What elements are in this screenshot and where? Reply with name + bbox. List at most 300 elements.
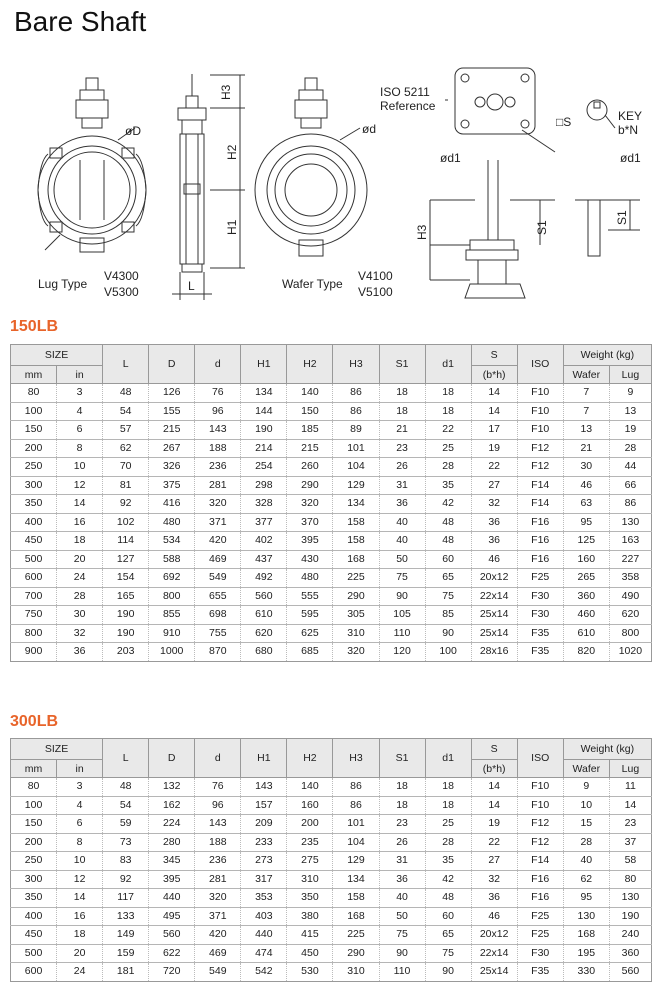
table-cell: 30 bbox=[57, 606, 103, 625]
table-cell: 42 bbox=[425, 870, 471, 889]
table-cell: 14 bbox=[57, 495, 103, 514]
table-cell: 622 bbox=[149, 944, 195, 963]
table-cell: 37 bbox=[609, 833, 651, 852]
table-cell: 12 bbox=[57, 476, 103, 495]
lug-type-label: Lug Type bbox=[38, 277, 88, 291]
col-H3: H3 bbox=[333, 345, 379, 384]
table-cell: 588 bbox=[149, 550, 195, 569]
wafer-model-2: V5100 bbox=[358, 285, 393, 299]
table-cell: 290 bbox=[333, 587, 379, 606]
table-cell: 692 bbox=[149, 569, 195, 588]
table-cell: 1000 bbox=[149, 643, 195, 662]
table-cell: 40 bbox=[379, 889, 425, 908]
table-cell: 290 bbox=[333, 944, 379, 963]
table-cell: 13 bbox=[563, 421, 609, 440]
table-cell: 549 bbox=[195, 569, 241, 588]
table-cell: 8 bbox=[57, 833, 103, 852]
table-cell: F35 bbox=[517, 624, 563, 643]
table-cell: 610 bbox=[563, 624, 609, 643]
table-cell: 18 bbox=[379, 796, 425, 815]
wafer-type-front-view bbox=[255, 78, 367, 256]
table-cell: 22 bbox=[471, 458, 517, 477]
key-label: KEY bbox=[618, 109, 643, 123]
table-row bbox=[11, 384, 652, 403]
table-cell: 134 bbox=[333, 495, 379, 514]
table-cell: 28 bbox=[609, 439, 651, 458]
table-cell: 25x14 bbox=[471, 606, 517, 625]
col-lug: Lug bbox=[609, 366, 651, 384]
table-cell: 65 bbox=[425, 569, 471, 588]
table-cell: 75 bbox=[379, 926, 425, 945]
table-cell: 40 bbox=[563, 852, 609, 871]
table-cell: 160 bbox=[563, 550, 609, 569]
table-cell: 416 bbox=[149, 495, 195, 514]
table-cell: 154 bbox=[103, 569, 149, 588]
table-cell: 48 bbox=[425, 532, 471, 551]
spec-table-150lb bbox=[10, 344, 652, 662]
table-cell: 130 bbox=[609, 513, 651, 532]
table-cell: 62 bbox=[563, 870, 609, 889]
table-cell: 560 bbox=[241, 587, 287, 606]
table-cell: 110 bbox=[379, 624, 425, 643]
table-cell: 14 bbox=[471, 796, 517, 815]
table-cell: 58 bbox=[609, 852, 651, 871]
table-cell: 4 bbox=[57, 796, 103, 815]
table-row bbox=[11, 495, 652, 514]
table-cell: 281 bbox=[195, 476, 241, 495]
table-row bbox=[11, 402, 652, 421]
table-cell: 300 bbox=[11, 870, 57, 889]
table-cell: 133 bbox=[103, 907, 149, 926]
table-cell: 27 bbox=[471, 852, 517, 871]
table-cell: F12 bbox=[517, 815, 563, 834]
table-cell: 127 bbox=[103, 550, 149, 569]
table-cell: 610 bbox=[241, 606, 287, 625]
table-cell: 163 bbox=[609, 532, 651, 551]
table-cell: 330 bbox=[563, 963, 609, 982]
table-cell: 375 bbox=[149, 476, 195, 495]
table-cell: F35 bbox=[517, 963, 563, 982]
table-cell: 105 bbox=[379, 606, 425, 625]
table-cell: 25 bbox=[425, 439, 471, 458]
wafer-model-1: V4100 bbox=[358, 269, 393, 283]
table-cell: 168 bbox=[333, 550, 379, 569]
table-cell: 16 bbox=[57, 907, 103, 926]
table-cell: F30 bbox=[517, 944, 563, 963]
table-cell: 144 bbox=[241, 402, 287, 421]
table-cell: 28x16 bbox=[471, 643, 517, 662]
table-cell: F16 bbox=[517, 870, 563, 889]
table-cell: 600 bbox=[11, 569, 57, 588]
table-cell: 250 bbox=[11, 852, 57, 871]
table-cell: 474 bbox=[241, 944, 287, 963]
col-d: d bbox=[195, 345, 241, 384]
table-row bbox=[11, 532, 652, 551]
table-row bbox=[11, 569, 652, 588]
table-cell: 320 bbox=[287, 495, 333, 514]
table-cell: 440 bbox=[149, 889, 195, 908]
table-cell: 165 bbox=[103, 587, 149, 606]
table-cell: 31 bbox=[379, 852, 425, 871]
table-cell: 181 bbox=[103, 963, 149, 982]
table-cell: 42 bbox=[425, 495, 471, 514]
table-cell: 400 bbox=[11, 513, 57, 532]
table-cell: 18 bbox=[57, 926, 103, 945]
col-in: in bbox=[57, 366, 103, 384]
table-cell: 28 bbox=[57, 587, 103, 606]
table-cell: 7 bbox=[563, 384, 609, 403]
table-cell: 157 bbox=[241, 796, 287, 815]
table-cell: 24 bbox=[57, 963, 103, 982]
col-d1: d1 bbox=[425, 345, 471, 384]
table-cell: 102 bbox=[103, 513, 149, 532]
table-cell: 85 bbox=[425, 606, 471, 625]
table-cell: 90 bbox=[379, 587, 425, 606]
table-cell: F10 bbox=[517, 796, 563, 815]
table-cell: 236 bbox=[195, 852, 241, 871]
table-cell: 215 bbox=[149, 421, 195, 440]
table-cell: 120 bbox=[379, 643, 425, 662]
table-cell: 22x14 bbox=[471, 587, 517, 606]
table-cell: 800 bbox=[11, 624, 57, 643]
table-cell: 490 bbox=[609, 587, 651, 606]
dim-H3-lower: H3 bbox=[415, 224, 429, 240]
table-cell: 265 bbox=[563, 569, 609, 588]
table-cell: 317 bbox=[241, 870, 287, 889]
table-cell: 6 bbox=[57, 815, 103, 834]
dim-d1-left: ød1 bbox=[440, 151, 461, 165]
table-cell: 92 bbox=[103, 870, 149, 889]
table-cell: 377 bbox=[241, 513, 287, 532]
table-cell: 25x14 bbox=[471, 963, 517, 982]
table-cell: 1020 bbox=[609, 643, 651, 662]
table-cell: 233 bbox=[241, 833, 287, 852]
table-cell: 90 bbox=[425, 624, 471, 643]
table-cell: 345 bbox=[149, 852, 195, 871]
dim-phiD: øD bbox=[125, 124, 141, 138]
table-cell: 125 bbox=[563, 532, 609, 551]
table-cell: 46 bbox=[563, 476, 609, 495]
col-mm: mm bbox=[11, 760, 57, 778]
table-cell: 25 bbox=[425, 815, 471, 834]
page-title: Bare Shaft bbox=[14, 6, 147, 37]
table-cell: 236 bbox=[195, 458, 241, 477]
table-cell: 18 bbox=[425, 796, 471, 815]
table-cell: 101 bbox=[333, 815, 379, 834]
table-cell: 149 bbox=[103, 926, 149, 945]
table-row bbox=[11, 889, 652, 908]
table-cell: 225 bbox=[333, 569, 379, 588]
table-cell: 36 bbox=[471, 513, 517, 532]
table-cell: 24 bbox=[57, 569, 103, 588]
table-cell: F14 bbox=[517, 476, 563, 495]
valve-technical-drawing bbox=[0, 40, 659, 310]
table-cell: 300 bbox=[11, 476, 57, 495]
table-cell: 80 bbox=[11, 778, 57, 797]
valve-side-view bbox=[172, 74, 245, 300]
table-cell: 16 bbox=[57, 513, 103, 532]
table-cell: 625 bbox=[287, 624, 333, 643]
table-cell: 20 bbox=[57, 944, 103, 963]
col-wafer: Wafer bbox=[563, 366, 609, 384]
table-cell: 326 bbox=[149, 458, 195, 477]
table-row bbox=[11, 421, 652, 440]
col-S1: S1 bbox=[379, 739, 425, 778]
iso-ref-line-2: Reference bbox=[380, 99, 436, 113]
table-cell: 89 bbox=[333, 421, 379, 440]
table-cell: 595 bbox=[287, 606, 333, 625]
table-cell: 320 bbox=[333, 643, 379, 662]
table-cell: 698 bbox=[195, 606, 241, 625]
table-cell: 92 bbox=[103, 495, 149, 514]
table-cell: 855 bbox=[149, 606, 195, 625]
table-cell: 353 bbox=[241, 889, 287, 908]
table-cell: 143 bbox=[195, 815, 241, 834]
table-cell: 100 bbox=[11, 402, 57, 421]
table-cell: 140 bbox=[287, 384, 333, 403]
table-cell: 9 bbox=[609, 384, 651, 403]
table-cell: F16 bbox=[517, 889, 563, 908]
table-cell: 140 bbox=[287, 778, 333, 797]
table-cell: 402 bbox=[241, 532, 287, 551]
table-cell: 25x14 bbox=[471, 624, 517, 643]
dim-H3: H3 bbox=[219, 84, 233, 100]
table-cell: 20x12 bbox=[471, 926, 517, 945]
table-cell: F25 bbox=[517, 569, 563, 588]
col-H1: H1 bbox=[241, 345, 287, 384]
table-cell: F16 bbox=[517, 532, 563, 551]
table-cell: 36 bbox=[379, 495, 425, 514]
table-cell: 95 bbox=[563, 513, 609, 532]
table-cell: 380 bbox=[287, 907, 333, 926]
table-cell: F10 bbox=[517, 402, 563, 421]
col-ISO: ISO bbox=[517, 739, 563, 778]
table-cell: 66 bbox=[609, 476, 651, 495]
table-cell: 36 bbox=[57, 643, 103, 662]
table-cell: 200 bbox=[11, 833, 57, 852]
table-cell: 90 bbox=[425, 963, 471, 982]
wafer-type-label: Wafer Type bbox=[282, 277, 343, 291]
table-cell: 10 bbox=[563, 796, 609, 815]
spec-table-300lb bbox=[10, 738, 652, 982]
table-row bbox=[11, 624, 652, 643]
table-cell: 185 bbox=[287, 421, 333, 440]
table-cell: 350 bbox=[287, 889, 333, 908]
table-cell: 134 bbox=[241, 384, 287, 403]
table-cell: 450 bbox=[11, 532, 57, 551]
table-cell: 28 bbox=[425, 458, 471, 477]
table-cell: 50 bbox=[379, 907, 425, 926]
table-cell: 225 bbox=[333, 926, 379, 945]
table-cell: F12 bbox=[517, 833, 563, 852]
weight-header: Weight (kg) bbox=[563, 345, 651, 366]
table-cell: 260 bbox=[287, 458, 333, 477]
table-cell: 48 bbox=[425, 889, 471, 908]
table-cell: 27 bbox=[471, 476, 517, 495]
table-cell: 870 bbox=[195, 643, 241, 662]
table-cell: 46 bbox=[471, 550, 517, 569]
table-cell: 70 bbox=[103, 458, 149, 477]
dim-L: L bbox=[188, 279, 195, 293]
table-cell: 101 bbox=[333, 439, 379, 458]
table-cell: 10 bbox=[57, 458, 103, 477]
table-cell: 14 bbox=[471, 402, 517, 421]
table-cell: 73 bbox=[103, 833, 149, 852]
table-cell: 680 bbox=[241, 643, 287, 662]
table-cell: 9 bbox=[563, 778, 609, 797]
table-cell: F25 bbox=[517, 926, 563, 945]
table-cell: 21 bbox=[563, 439, 609, 458]
table-cell: 44 bbox=[609, 458, 651, 477]
table-row bbox=[11, 852, 652, 871]
table-cell: 132 bbox=[149, 778, 195, 797]
table-cell: 23 bbox=[379, 815, 425, 834]
table-cell: 81 bbox=[103, 476, 149, 495]
table-cell: 54 bbox=[103, 796, 149, 815]
table-cell: 160 bbox=[287, 796, 333, 815]
table-cell: 143 bbox=[241, 778, 287, 797]
table-cell: 18 bbox=[379, 778, 425, 797]
table-cell: 15 bbox=[563, 815, 609, 834]
table-row bbox=[11, 926, 652, 945]
table-cell: 100 bbox=[11, 796, 57, 815]
table-cell: 86 bbox=[333, 384, 379, 403]
table-cell: 126 bbox=[149, 384, 195, 403]
table-cell: 542 bbox=[241, 963, 287, 982]
table-cell: 35 bbox=[425, 852, 471, 871]
table-cell: 30 bbox=[563, 458, 609, 477]
table-cell: 46 bbox=[471, 907, 517, 926]
table-cell: 155 bbox=[149, 402, 195, 421]
table-cell: 31 bbox=[379, 476, 425, 495]
table-cell: F10 bbox=[517, 778, 563, 797]
table-cell: 26 bbox=[379, 458, 425, 477]
table-cell: 420 bbox=[195, 926, 241, 945]
table-cell: 750 bbox=[11, 606, 57, 625]
table-cell: 17 bbox=[471, 421, 517, 440]
table-cell: 36 bbox=[471, 532, 517, 551]
col-H2: H2 bbox=[287, 345, 333, 384]
table-row bbox=[11, 587, 652, 606]
table-cell: 12 bbox=[57, 870, 103, 889]
table-cell: 203 bbox=[103, 643, 149, 662]
table-cell: 14 bbox=[471, 384, 517, 403]
table-cell: 440 bbox=[241, 926, 287, 945]
table-cell: 620 bbox=[241, 624, 287, 643]
table-cell: 90 bbox=[379, 944, 425, 963]
col-D: D bbox=[149, 345, 195, 384]
top-flange-view bbox=[445, 68, 615, 152]
dim-H1: H1 bbox=[225, 219, 239, 235]
table-cell: 21 bbox=[379, 421, 425, 440]
table-cell: 755 bbox=[195, 624, 241, 643]
table-cell: 310 bbox=[287, 870, 333, 889]
table-cell: 480 bbox=[149, 513, 195, 532]
table-cell: 80 bbox=[609, 870, 651, 889]
table-row bbox=[11, 550, 652, 569]
table-cell: 75 bbox=[425, 587, 471, 606]
weight-header: Weight (kg) bbox=[563, 739, 651, 760]
table-cell: 134 bbox=[333, 870, 379, 889]
table-cell: 150 bbox=[11, 815, 57, 834]
table-cell: 450 bbox=[287, 944, 333, 963]
col-in: in bbox=[57, 760, 103, 778]
table-cell: 96 bbox=[195, 796, 241, 815]
table-cell: 254 bbox=[241, 458, 287, 477]
col-S: S bbox=[471, 345, 517, 366]
table-cell: 86 bbox=[609, 495, 651, 514]
table-cell: 54 bbox=[103, 402, 149, 421]
table-cell: 13 bbox=[609, 402, 651, 421]
table-cell: 360 bbox=[609, 944, 651, 963]
table-cell: F30 bbox=[517, 606, 563, 625]
table-cell: 20x12 bbox=[471, 569, 517, 588]
table-row bbox=[11, 606, 652, 625]
table-row bbox=[11, 833, 652, 852]
table-cell: F25 bbox=[517, 907, 563, 926]
table-row bbox=[11, 963, 652, 982]
table-cell: 143 bbox=[195, 421, 241, 440]
table-cell: 280 bbox=[149, 833, 195, 852]
table-cell: F16 bbox=[517, 550, 563, 569]
table-cell: 18 bbox=[379, 402, 425, 421]
table-cell: F14 bbox=[517, 495, 563, 514]
table-row bbox=[11, 439, 652, 458]
table-cell: 19 bbox=[609, 421, 651, 440]
dim-phid: ød bbox=[362, 122, 377, 136]
table-cell: 22x14 bbox=[471, 944, 517, 963]
table-cell: 32 bbox=[57, 624, 103, 643]
table-cell: 14 bbox=[609, 796, 651, 815]
table-cell: 395 bbox=[149, 870, 195, 889]
table-cell: 437 bbox=[241, 550, 287, 569]
dim-S: □S bbox=[556, 115, 572, 129]
table-cell: 240 bbox=[609, 926, 651, 945]
table-cell: 310 bbox=[333, 624, 379, 643]
table-cell: 190 bbox=[103, 624, 149, 643]
table-cell: 95 bbox=[563, 889, 609, 908]
table-cell: 555 bbox=[287, 587, 333, 606]
table-cell: 104 bbox=[333, 833, 379, 852]
col-d: d bbox=[195, 739, 241, 778]
table-cell: 403 bbox=[241, 907, 287, 926]
col-lug: Lug bbox=[609, 760, 651, 778]
table-cell: 188 bbox=[195, 833, 241, 852]
table-cell: 209 bbox=[241, 815, 287, 834]
table-cell: 290 bbox=[287, 476, 333, 495]
table-cell: 190 bbox=[609, 907, 651, 926]
table-cell: 190 bbox=[103, 606, 149, 625]
table-cell: 10 bbox=[57, 852, 103, 871]
table-cell: 36 bbox=[379, 870, 425, 889]
col-H2: H2 bbox=[287, 739, 333, 778]
col-S-sub: (b*h) bbox=[471, 366, 517, 384]
table-cell: 96 bbox=[195, 402, 241, 421]
table-cell: 469 bbox=[195, 944, 241, 963]
table-cell: 480 bbox=[287, 569, 333, 588]
table-cell: 188 bbox=[195, 439, 241, 458]
table-cell: 75 bbox=[425, 944, 471, 963]
table-cell: F10 bbox=[517, 421, 563, 440]
col-H3: H3 bbox=[333, 739, 379, 778]
table-cell: 23 bbox=[379, 439, 425, 458]
table-cell: 158 bbox=[333, 513, 379, 532]
table-row bbox=[11, 815, 652, 834]
table-cell: 3 bbox=[57, 384, 103, 403]
table-row bbox=[11, 907, 652, 926]
col-S1: S1 bbox=[379, 345, 425, 384]
table-cell: 910 bbox=[149, 624, 195, 643]
